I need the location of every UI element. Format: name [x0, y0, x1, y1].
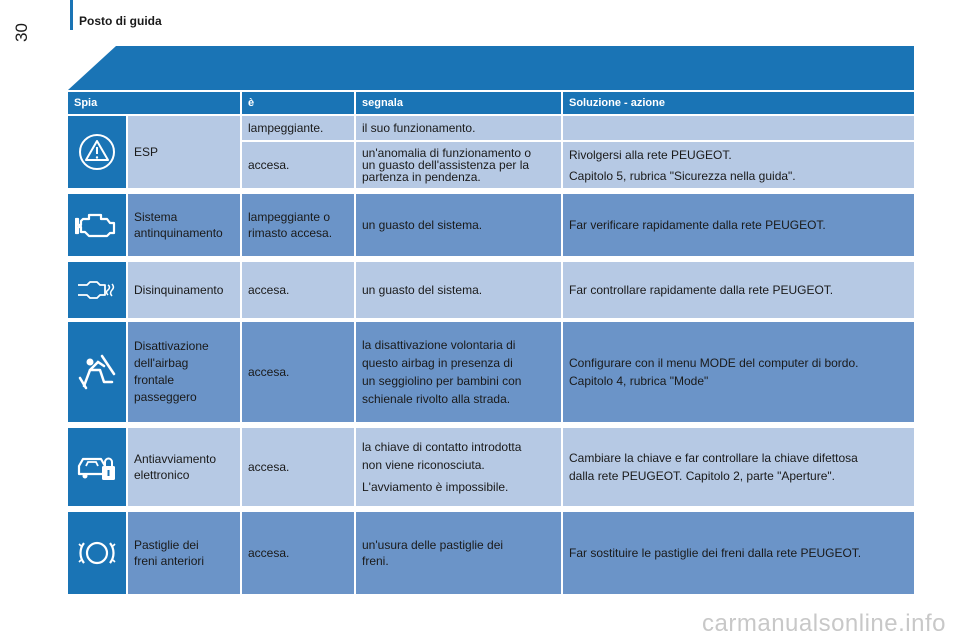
brakepads-state: accesa. [242, 512, 354, 594]
table-row-depollution-icon-cell [68, 262, 126, 318]
brakepads-solution: Far sostituire le pastiglie dei freni dalla rete PEUGEOT. [563, 512, 914, 594]
engine-icon [75, 209, 119, 241]
antipollution-signal: un guasto del sistema. [356, 194, 561, 256]
table-row-airbag-icon-cell [68, 322, 126, 422]
header-state: è [242, 92, 354, 114]
esp-solution-2: Rivolgersi alla rete PEUGEOT. Capitolo 5, rubrica "Sicurezza nella guida". [563, 142, 914, 188]
header-banner [68, 46, 914, 90]
immobiliser-solution: Cambiare la chiave e far controllare la chiave difettosa dalla rete PEUGEOT. Capitolo 2, parte "Aperture". [563, 428, 914, 506]
table-row-depollution-name: Disinquinamento [128, 262, 240, 318]
esp-state-2: accesa. [242, 142, 354, 188]
table-row-esp-icon-cell [68, 116, 126, 188]
brakepads-signal: un'usura delle pastiglie dei freni. [356, 512, 561, 594]
exhaust-icon [75, 279, 119, 301]
table-row-immobiliser-icon-cell [68, 428, 126, 506]
antipollution-solution: Far verificare rapidamente dalla rete PEUGEOT. [563, 194, 914, 256]
margin-bar [70, 0, 73, 30]
immobiliser-state: accesa. [242, 428, 354, 506]
table-row-antipollution-name: Sistema antinquinamento [128, 194, 240, 256]
header-solution: Soluzione - azione [563, 92, 914, 114]
table-row-immobiliser-name: Antiavviamento elettronico [128, 428, 240, 506]
airbag-state: accesa. [242, 322, 354, 422]
immobiliser-icon [76, 450, 118, 484]
esp-state-1: lampeggiante. [242, 116, 354, 140]
esp-signal-1: il suo funzionamento. [356, 116, 561, 140]
depollution-solution: Far controllare rapidamente dalla rete PEUGEOT. [563, 262, 914, 318]
depollution-signal: un guasto del sistema. [356, 262, 561, 318]
table-row-esp-name: ESP [128, 116, 240, 188]
esp-signal-2: un'anomalia di funzionamento o un guasto dell'assistenza per la partenza in pendenza. [356, 142, 561, 188]
watermark: carmanualsonline.info [702, 610, 946, 637]
immobiliser-signal: la chiave di contatto introdotta non viene riconosciuta. L'avviamento è impossibile. [356, 428, 561, 506]
esp-warning-icon [77, 132, 117, 172]
airbag-off-icon [76, 352, 118, 392]
header-spia: Spia [68, 92, 240, 114]
antipollution-state: lampeggiante o rimasto accesa. [242, 194, 354, 256]
table-row-brakepads-name: Pastiglie dei freni anteriori [128, 512, 240, 594]
page-number: 30 [12, 23, 31, 42]
brake-pads-icon [76, 535, 118, 571]
table-row-brakepads-icon-cell [68, 512, 126, 594]
airbag-signal: la disattivazione volontaria di questo airbag in presenza di un seggiolino per bambini con schienale rivolto alla strada. [356, 322, 561, 422]
table-row-antipollution-icon-cell [68, 194, 126, 256]
esp-solution-1 [563, 116, 914, 140]
header-signal: segnala [356, 92, 561, 114]
table-row-airbag-name: Disattivazione dell'airbag frontale passeggero [128, 322, 240, 422]
section-title: Posto di guida [79, 14, 162, 28]
depollution-state: accesa. [242, 262, 354, 318]
airbag-solution: Configurare con il menu MODE del computer di bordo. Capitolo 4, rubrica "Mode" [563, 322, 914, 422]
